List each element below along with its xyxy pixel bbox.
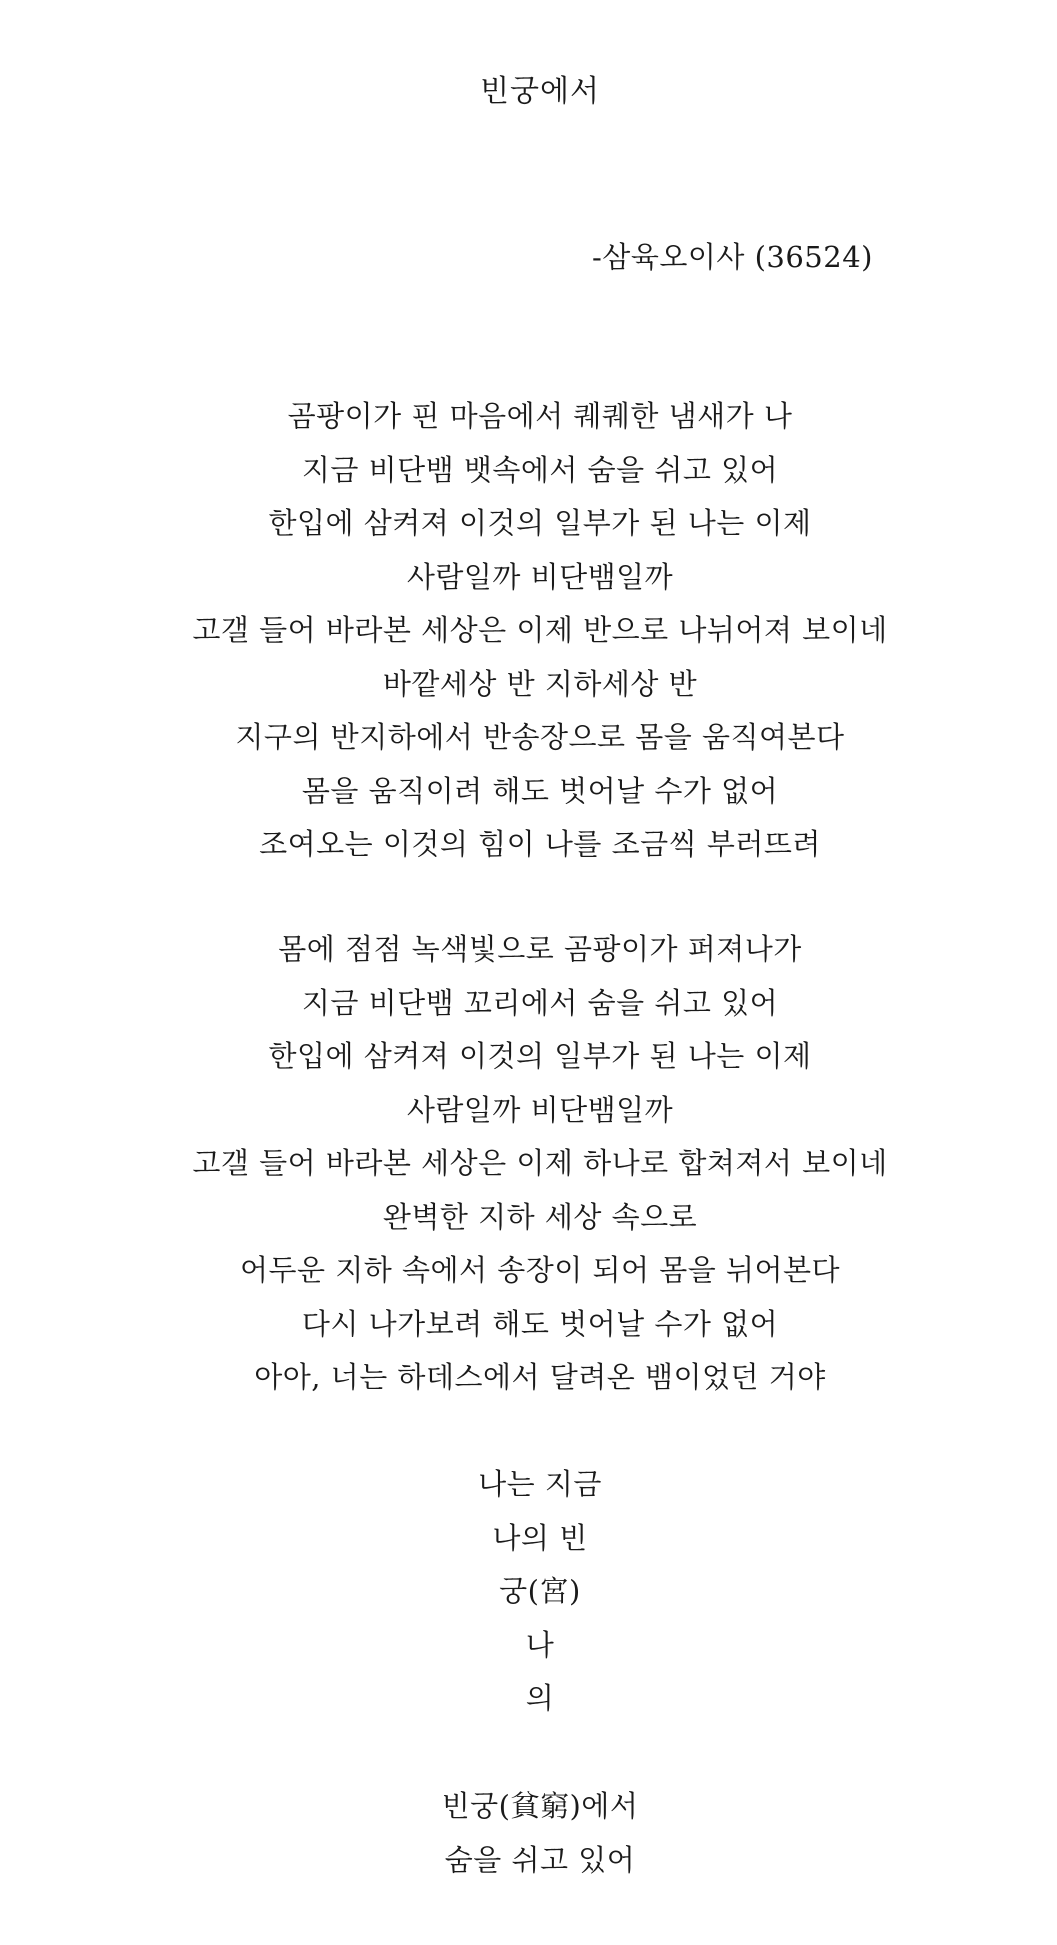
poem-line: 한입에 삼켜져 이것의 일부가 된 나는 이제 bbox=[268, 1039, 812, 1073]
poem-line: 완벽한 지하 세상 속으로 bbox=[382, 1199, 698, 1234]
poem-line: 빈궁(貧窮)에서 bbox=[441, 1789, 639, 1823]
poem-line: 나 bbox=[525, 1627, 555, 1662]
poem-line: 몸에 점점 녹색빛으로 곰팡이가 퍼져나가 bbox=[278, 932, 802, 966]
stanza-3 bbox=[0, 1458, 1057, 1726]
stanza-1 bbox=[0, 390, 1057, 872]
poem-line: 아아, 너는 하데스에서 달려온 뱀이었던 거야 bbox=[254, 1360, 826, 1394]
poem-line: 조여오는 이것의 힘이 나를 조금씩 부러뜨려 bbox=[259, 827, 821, 861]
poem-line: 숨을 쉬고 있어 bbox=[444, 1842, 636, 1877]
poem-line: 고갤 들어 바라본 세상은 이제 하나로 합쳐져서 보이네 bbox=[192, 1146, 888, 1180]
poem-line: 몸을 움직이려 해도 벗어날 수가 없어 bbox=[301, 773, 779, 808]
stanza-2 bbox=[0, 923, 1057, 1405]
poem-line: 나는 지금 bbox=[478, 1467, 602, 1501]
stanza-4 bbox=[0, 1780, 1057, 1887]
poem-line: 한입에 삼켜져 이것의 일부가 된 나는 이제 bbox=[268, 506, 812, 540]
poem-line: 지금 비단뱀 뱃속에서 숨을 쉬고 있어 bbox=[301, 452, 779, 487]
poem-line: 의 bbox=[525, 1681, 555, 1715]
poem-line: 지금 비단뱀 꼬리에서 숨을 쉬고 있어 bbox=[301, 985, 779, 1020]
poem-author: -삼육오이사 (36524) bbox=[592, 240, 873, 274]
poem-line: 어두운 지하 속에서 송장이 되어 몸을 뉘어본다 bbox=[239, 1253, 841, 1287]
poem-line: 다시 나가보려 해도 벗어날 수가 없어 bbox=[301, 1306, 779, 1341]
poem-line: 사람일까 비단뱀일까 bbox=[406, 1092, 674, 1127]
poem-line: 궁(宮) bbox=[499, 1574, 581, 1608]
poem-line: 바깥세상 반 지하세상 반 bbox=[382, 666, 698, 701]
poem-line: 곰팡이가 핀 마음에서 퀘퀘한 냄새가 나 bbox=[287, 399, 793, 433]
poem-title: 빈궁에서 bbox=[480, 74, 600, 109]
poem-line: 나의 빈 bbox=[492, 1520, 588, 1555]
poem-line: 지구의 반지하에서 반송장으로 몸을 움직여본다 bbox=[235, 720, 845, 754]
poem-line: 고갤 들어 바라본 세상은 이제 반으로 나뉘어져 보이네 bbox=[192, 613, 888, 647]
poem-line: 사람일까 비단뱀일까 bbox=[406, 559, 674, 594]
